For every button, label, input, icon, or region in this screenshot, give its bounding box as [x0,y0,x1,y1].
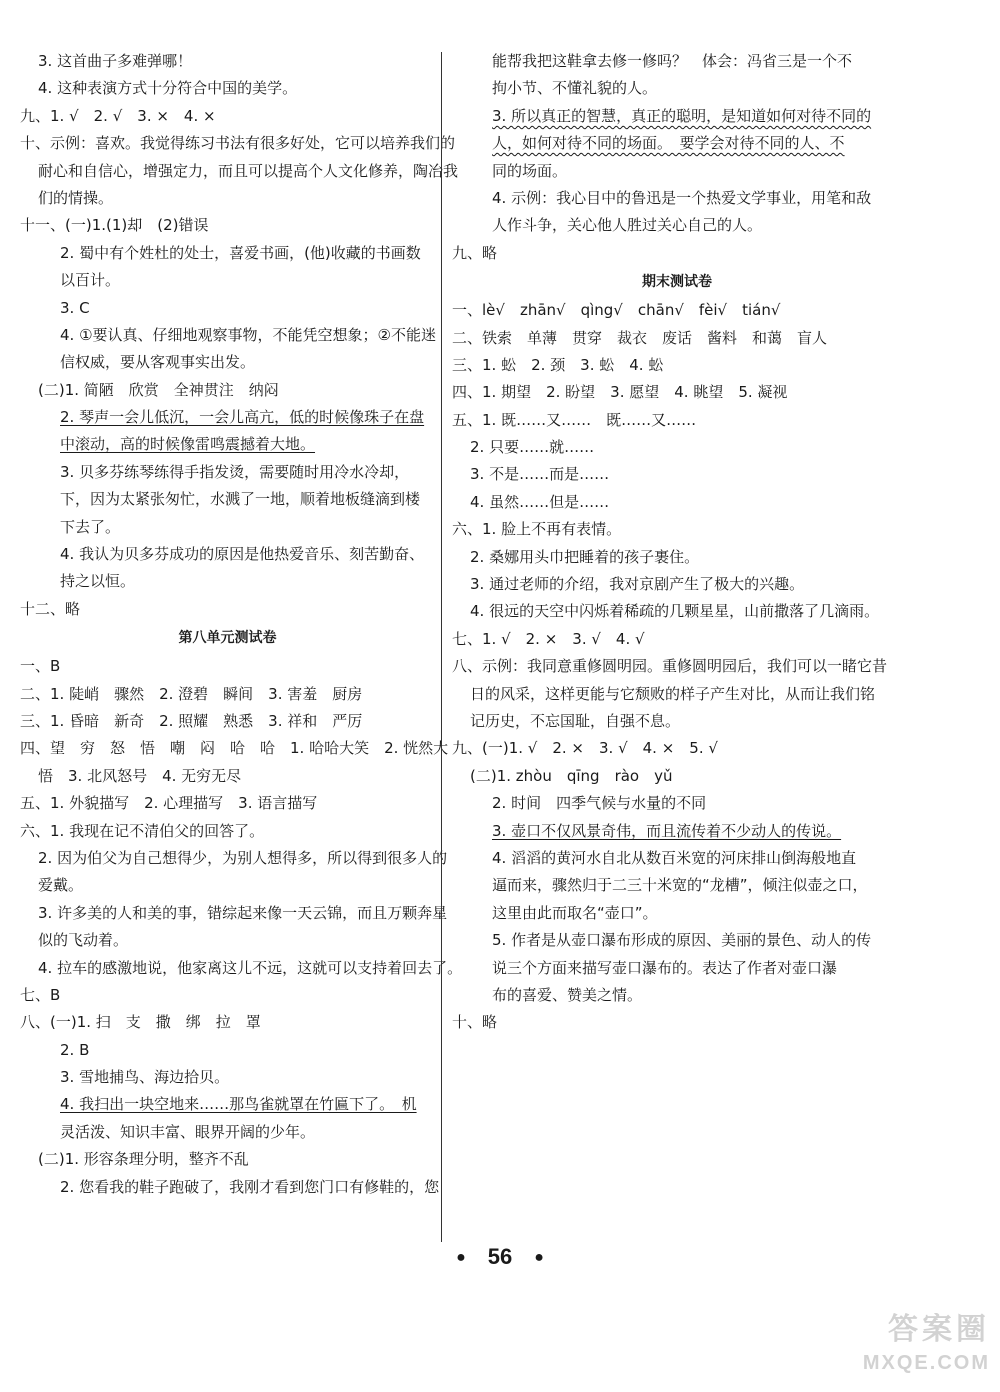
answer-line [452,516,902,543]
answer-line [20,295,435,322]
answer-line [20,322,435,349]
answer-line [452,240,902,267]
answer-line [452,598,902,625]
answer-text: 七、B [20,985,61,1004]
answer-text: 九、(一)1. √ 2. × 3. √ 4. × 5. √ [452,739,718,758]
answer-text: 中滚动，高的时候像雷鸣震撼着大地。 [60,435,316,454]
answer-line [20,596,435,623]
answer-text: 信权威，要从客观事实出发。 [60,353,256,372]
answer-line [452,75,902,102]
answer-text: 二、铁索 单薄 贯穿 裁衣 废话 酱料 和蔼 盲人 [452,328,828,347]
answer-line [20,486,435,513]
answer-text: 4. 虽然……但是…… [470,492,610,511]
answer-line [452,48,902,75]
answer-text: 4. 这种表演方式十分符合中国的美学。 [38,79,298,98]
answer-text: 日的风采，这样更能与它颓败的样子产生对比，从而让我们铭 [470,684,876,703]
answer-line [20,267,435,294]
answer-line [452,872,902,899]
answer-line [452,927,902,954]
section-title-text: 第八单元测试卷 [178,630,277,647]
answer-line [452,571,902,598]
answer-line [20,872,435,899]
answer-line [20,1119,435,1146]
answer-line [20,130,456,157]
answer-line [452,489,902,516]
answer-line [20,212,435,239]
answer-line [452,544,902,571]
left-column [20,48,463,1201]
answer-text: 一、B [20,657,61,676]
answer-line [20,103,435,130]
answer-line [452,297,902,324]
column-divider [441,52,442,1242]
answer-line [20,681,435,708]
answer-text: 2. 桑娜用头巾把睡着的孩子裹住。 [470,547,700,566]
answer-line [20,377,435,404]
answer-text: 2. 因为伯父为自己想得少，为别人想得多，所以得到很多人的 [38,848,448,867]
answer-line [20,158,459,185]
answer-text: 2. 蜀中有个姓杜的处士，喜爱书画，(他)收藏的书画数 [60,243,421,262]
answer-text: 3. 不是……而是…… [470,465,610,484]
answer-text: 十一、(一)1.(1)却 (2)错误 [20,216,209,235]
answer-line [20,349,435,376]
answer-line [20,1037,435,1064]
answer-line [452,900,902,927]
answer-text: 似的飞动着。 [38,931,129,950]
answer-text: 2. 只要……就…… [470,438,595,457]
answer-line [452,325,902,352]
answer-line [20,982,435,1009]
answer-text: (二)1. zhòu qīng rào yǔ [470,766,673,785]
answer-line [452,708,902,735]
answer-text: 十二、略 [20,599,81,618]
answer-text: 3. 所以真正的智慧，真正的聪明，是知道如何对待不同的 [492,106,872,125]
answer-text: 七、1. √ 2. × 3. √ 4. √ [452,629,645,648]
answer-text: 逼而来，骤然归于二三十米宽的“龙槽”，倾注似壶之口， [492,876,868,895]
answer-line [20,818,435,845]
answer-text: 4. 我扫出一块空地来……那鸟雀就罩在竹匾下了。 机 [60,1095,417,1114]
answer-line [20,653,435,680]
answer-text: 能帮我把这鞋拿去修一修吗？ 体会：冯省三是一个不 [492,52,853,70]
answer-line [20,1146,435,1173]
answer-text: 九、1. √ 2. √ 3. × 4. × [20,106,216,125]
answer-text: 人，如何对待不同的场面。 要学会对待不同的人、不 [492,134,845,153]
answer-line [20,735,449,762]
answer-line [20,459,435,486]
answer-text: 灵活泼、知识丰富、眼界开阔的少年。 [60,1122,316,1141]
bullet-icon: ● [534,1249,544,1267]
answer-text: 五、1. 外貌描写 2. 心理描写 3. 语言描写 [20,794,318,813]
answer-text: 3. 许多美的人和美的事，错综起来像一天云锦，而且万颗奔星 [38,903,448,922]
answer-line [20,845,448,872]
answer-line [452,653,902,680]
answer-line [452,763,902,790]
answer-text: 耐心和自信心，增强定力，而且可以提高个人文化修养，陶冶我 [38,161,459,180]
section-title [20,623,435,653]
answer-line [452,735,902,762]
answer-text: 四、1. 期望 2. 盼望 3. 愿望 4. 眺望 5. 凝视 [452,383,788,402]
answer-line [20,1064,435,1091]
answer-line [452,185,902,212]
answer-line [452,790,902,817]
answer-text: 十、略 [452,1013,498,1032]
answer-line [452,818,902,845]
section-title [452,267,902,297]
answer-line [452,681,902,708]
answer-text: (二)1. 形容条理分明，整齐不乱 [38,1150,249,1169]
answer-text: 3. 贝多芬练琴练得手指发烫，需要随时用冷水冷却， [60,462,410,481]
answer-text: 2. 琴声一会儿低沉，一会儿高亢，低的时候像珠子在盘 [60,408,425,427]
answer-line [452,407,902,434]
answer-text: 八、示例：我同意重修圆明园。重修圆明园后，我们可以一睹它昔 [452,657,888,676]
answer-text: 这里由此而取名“壶口”。 [492,903,658,922]
answer-text: 悟 3. 北风怒号 4. 无穷无尽 [38,766,242,785]
answer-text: 人作斗争，关心他人胜过关心自己的人。 [492,216,763,235]
answer-text: (二)1. 简陋 欣赏 全神贯注 纳闷 [38,380,279,399]
answer-text: 4. 滔滔的黄河水自北从数百米宽的河床排山倒海般地直 [492,848,857,867]
answer-text: 拘小节、不懂礼貌的人。 [492,79,658,98]
answer-text: 一、lè√ zhān√ qìng√ chān√ fèi√ tián√ [452,301,781,320]
answer-text: 下去了。 [60,517,121,536]
answer-text: 4. 很远的天空中闪烁着稀疏的几颗星星，山前撒落了几滴雨。 [470,602,880,621]
answer-text: 2. 时间 四季气候与水量的不同 [492,794,707,813]
answer-text: 4. 示例：我心目中的鲁迅是一个热爱文学事业，用笔和敌 [492,188,872,207]
answer-line [20,568,435,595]
answer-text: 以百计。 [60,271,121,290]
page-number [0,1244,1000,1270]
answer-text: 2. B [60,1040,90,1059]
answer-line [20,404,435,431]
answer-line [452,955,902,982]
answer-line [20,514,435,541]
answer-line [452,103,902,130]
right-column [452,48,902,1037]
answer-line [20,431,435,458]
answer-text: 说三个方面来描写壶口瀑布的。表达了作者对壶口瀑 [492,958,838,977]
answer-text: 八、(一)1. 扫 支 撒 绑 拉 罩 [20,1013,261,1032]
answer-line [20,900,448,927]
answer-text: 4. 拉车的感激地说，他家离这儿不远，这就可以支持着回去了。 [38,958,463,977]
answer-line [452,130,902,157]
watermark-logo [810,1310,990,1384]
answer-text: 同的场面。 [492,161,568,180]
answer-line [452,212,902,239]
answer-text: 布的喜爱、赞美之情。 [492,985,643,1004]
answer-text: 记历史，不忘国耻，自强不息。 [470,711,681,730]
answer-text: 3. 这首曲子多难弹哪！ [38,52,193,70]
answer-line [20,240,435,267]
answer-text: 五、1. 既……又…… 既……又…… [452,410,697,429]
answer-line [20,1091,435,1118]
answer-text: 六、1. 脸上不再有表情。 [452,520,622,539]
answer-line [20,1009,435,1036]
answer-text: 4. ①要认真、仔细地观察事物，不能凭空想象；②不能迷 [60,325,436,344]
answer-line [20,541,435,568]
answer-line [452,982,902,1009]
answer-text: 二、1. 陡峭 骤然 2. 澄碧 瞬间 3. 害羞 厨房 [20,684,363,703]
answer-line [452,461,902,488]
answer-line [452,352,902,379]
answer-text: 3. C [60,298,90,317]
answer-text: 们的情操。 [38,188,114,207]
answer-text: 3. 雪地捕鸟、海边拾贝。 [60,1068,230,1087]
answer-line [20,185,435,212]
answer-line [20,708,435,735]
answer-line [20,763,435,790]
answer-text: 4. 我认为贝多芬成功的原因是他热爱音乐、刻苦勤奋、 [60,545,425,564]
answer-text: 5. 作者是从壶口瀑布形成的原因、美丽的景色、动人的传 [492,931,872,950]
answer-text: 四、望 穷 怒 悟 嘲 闷 哈 哈 1. 哈哈大笑 2. 恍然大 [20,739,449,758]
answer-line [452,158,902,185]
answer-text: 持之以恒。 [60,572,136,591]
watermark-top: 答案圈 [888,1313,990,1346]
answer-line [20,790,435,817]
answer-line [452,434,902,461]
answer-line [20,48,435,75]
answer-text: 2. 您看我的鞋子跑破了，我刚才看到您门口有修鞋的，您 [60,1177,440,1196]
page-number-text: 56 [487,1244,513,1269]
answer-line [452,626,902,653]
answer-text: 爱戴。 [38,876,84,895]
answer-text: 六、1. 我现在记不清伯父的回答了。 [20,821,265,840]
answer-text: 九、略 [452,243,498,262]
answer-line [452,1009,902,1036]
answer-line [452,845,902,872]
answer-line [20,75,435,102]
answer-text: 下，因为太紧张匆忙，水溅了一地，顺着地板缝滴到楼 [60,490,421,509]
answer-text: 十、示例：喜欢。我觉得练习书法有很多好处，它可以培养我们的 [20,134,456,153]
answer-text: 三、1. 蚣 2. 颈 3. 蚣 4. 蚣 [452,355,664,374]
answer-line [20,955,463,982]
watermark-bottom: MXQE.COM [862,1352,990,1374]
section-title-text: 期末测试卷 [642,274,712,291]
answer-text: 3. 壶口不仅风景奇伟，而且流传着不少动人的传说。 [492,821,842,840]
answer-text: 3. 通过老师的介绍，我对京剧产生了极大的兴趣。 [470,575,805,594]
answer-line [20,927,435,954]
answer-line [452,379,902,406]
answer-text: 三、1. 昏暗 新奇 2. 照耀 熟悉 3. 祥和 严厉 [20,711,363,730]
bullet-icon: ● [456,1249,466,1267]
answer-line [20,1174,440,1201]
